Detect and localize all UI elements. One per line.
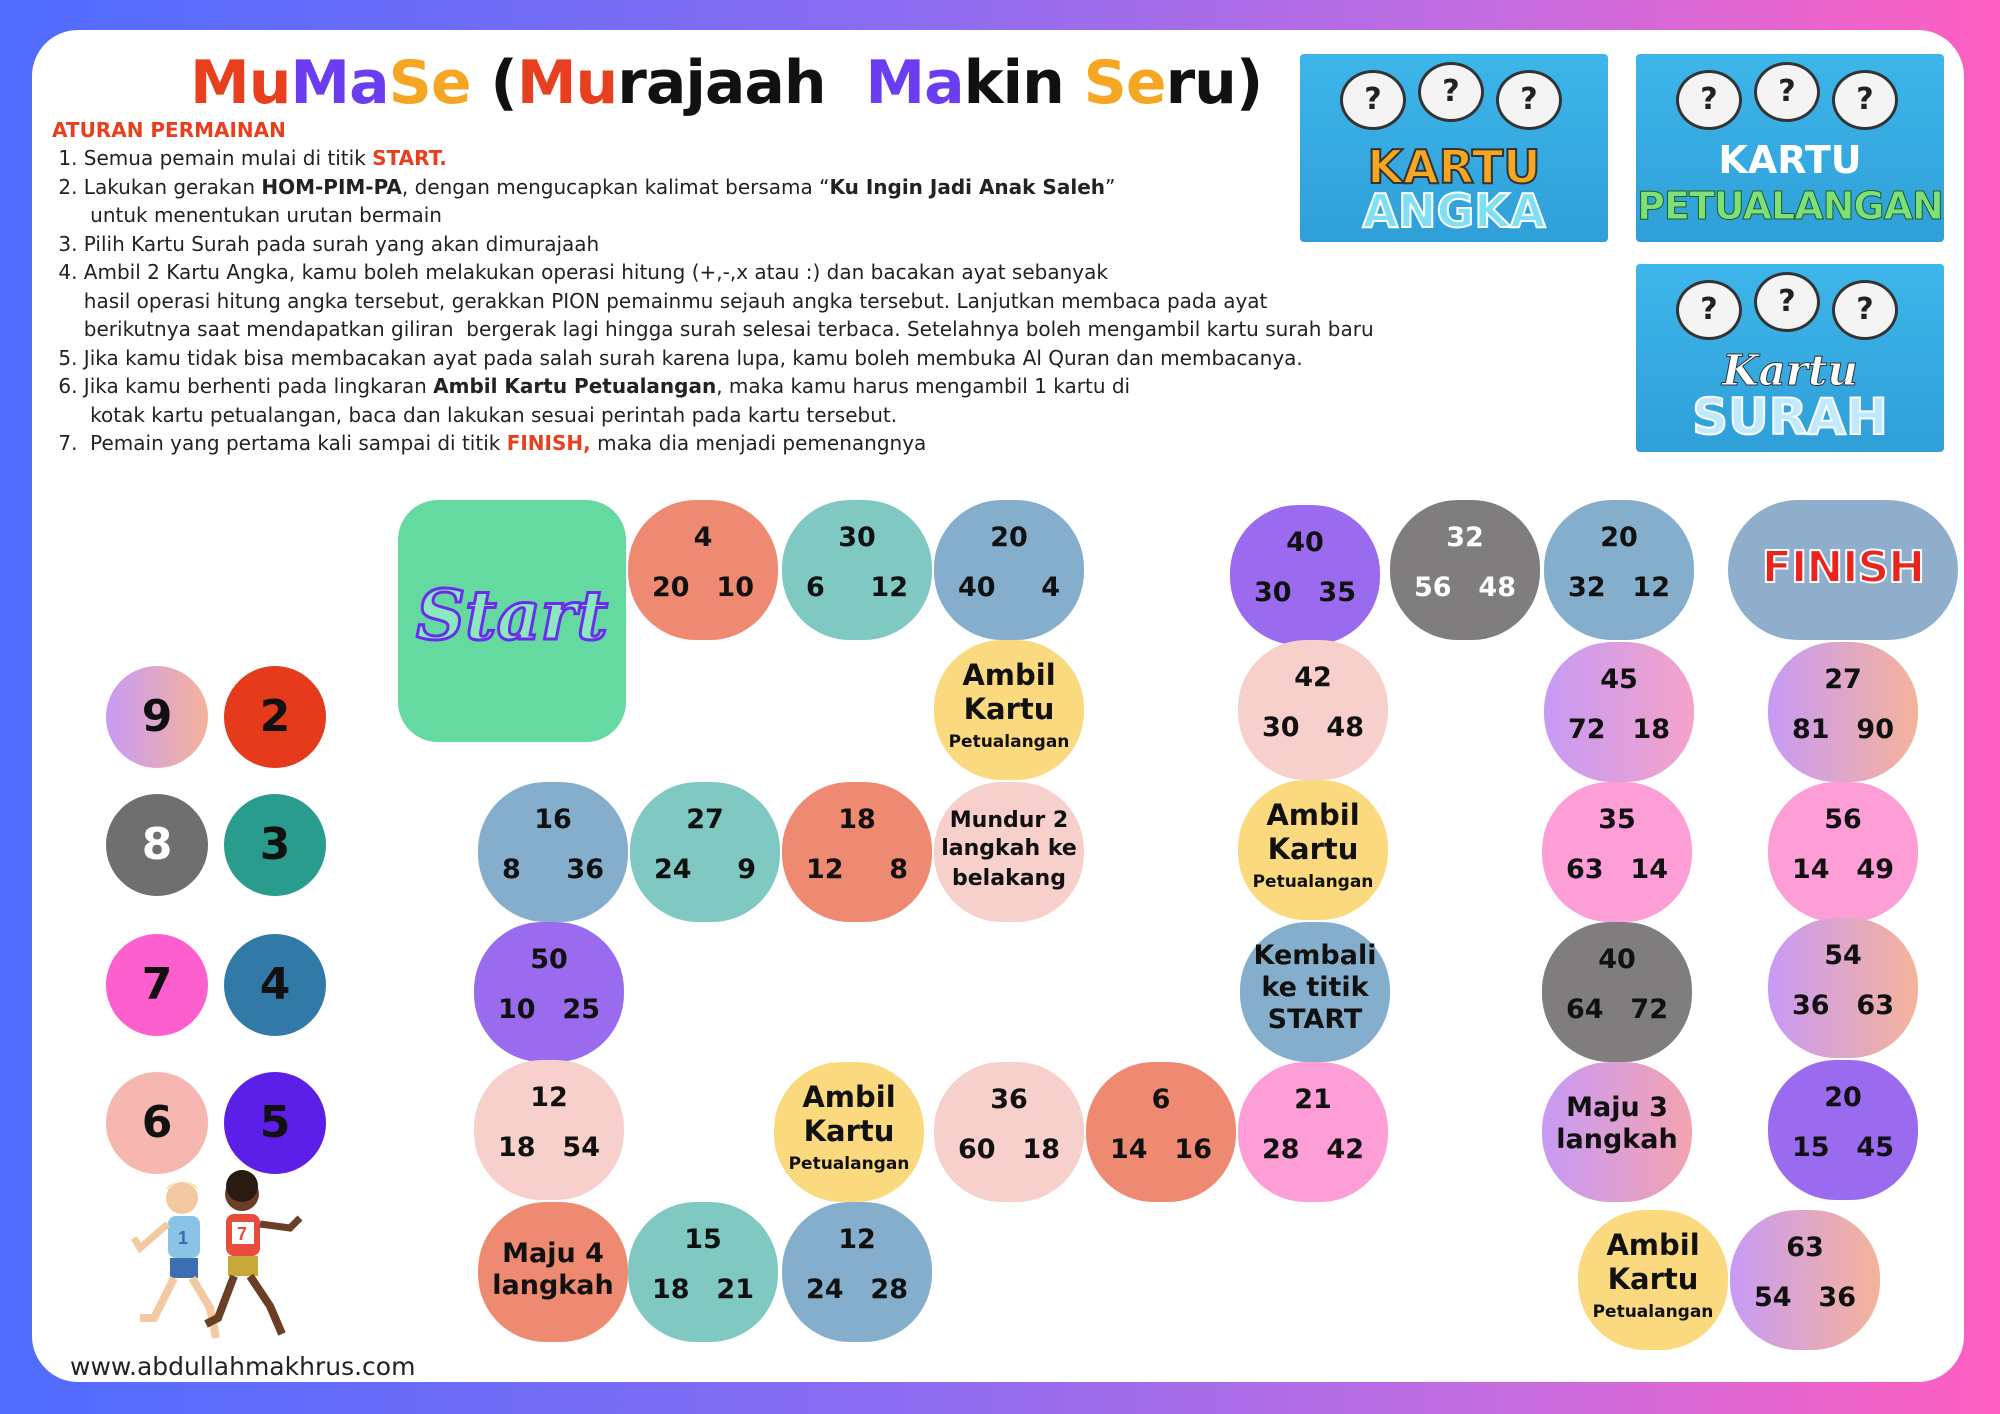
space-number-bl: 10 <box>498 994 536 1025</box>
question-bubble-icon: ? <box>1418 62 1484 122</box>
number-token[interactable]: 5 <box>224 1072 326 1174</box>
maju-3-space <box>1542 1062 1692 1202</box>
space-number-top: 35 <box>1598 804 1636 835</box>
space-number-bl: 15 <box>1792 1132 1830 1163</box>
title-part: Ma <box>865 48 964 118</box>
board-space <box>1542 922 1692 1062</box>
board-space <box>1768 642 1918 782</box>
space-number-br: 21 <box>716 1274 754 1305</box>
runners-illustration <box>120 1168 310 1348</box>
space-number-br: 36 <box>566 854 604 885</box>
space-number-br: 63 <box>1856 990 1894 1021</box>
space-number-br: 10 <box>716 572 754 603</box>
deck-title-line1: Kartu <box>1722 346 1858 395</box>
space-number-bl: 30 <box>1254 577 1292 608</box>
board-space <box>628 500 778 640</box>
space-text: ke titik <box>1261 972 1369 1003</box>
space-text: Kartu <box>963 692 1055 726</box>
board-space <box>782 1202 932 1342</box>
title-part: Mu <box>516 48 618 118</box>
number-token[interactable]: 7 <box>106 934 208 1036</box>
space-number-bl: 64 <box>1566 994 1604 1025</box>
ambil-kartu-space <box>1238 780 1388 920</box>
board-space <box>1768 918 1918 1058</box>
number-token[interactable]: 8 <box>106 794 208 896</box>
question-bubble-icon: ? <box>1340 70 1406 130</box>
deck-title-line2: SURAH <box>1692 388 1888 446</box>
space-number-top: 4 <box>693 522 713 553</box>
space-number-top: 12 <box>530 1082 568 1113</box>
space-number-bl: 20 <box>652 572 690 603</box>
space-number-br: 4 <box>1041 572 1060 603</box>
title-part: Ma <box>290 48 389 118</box>
space-number-top: 32 <box>1446 522 1484 553</box>
space-number-top: 15 <box>684 1224 722 1255</box>
space-number-br: 18 <box>1022 1134 1060 1165</box>
space-number-top: 20 <box>990 522 1028 553</box>
space-number-bl: 28 <box>1262 1134 1300 1165</box>
space-number-bl: 54 <box>1754 1282 1792 1313</box>
number-token[interactable]: 9 <box>106 666 208 768</box>
title-part: ( <box>470 48 517 118</box>
question-bubble-icon: ? <box>1496 70 1562 130</box>
space-number-br: 36 <box>1818 1282 1856 1313</box>
board-space <box>1768 1060 1918 1200</box>
board-space <box>1544 642 1694 782</box>
board-space <box>934 1062 1084 1202</box>
space-number-bl: 14 <box>1792 854 1830 885</box>
board-space <box>1230 505 1380 645</box>
space-number-top: 20 <box>1824 1082 1862 1113</box>
deck-title-line2: PETUALANGAN <box>1637 184 1943 228</box>
title-part: rajaah <box>617 48 866 118</box>
number-token[interactable]: 3 <box>224 794 326 896</box>
space-number-br: 8 <box>889 854 908 885</box>
space-number-top: 16 <box>534 804 572 835</box>
space-number-top: 63 <box>1786 1232 1824 1263</box>
space-number-bl: 6 <box>806 572 825 603</box>
rule-line: 4. Ambil 2 Kartu Angka, kamu boleh melakukan operasi hitung (+,-,x atau :) dan bacakan ayat sebanyak <box>52 260 1108 284</box>
space-text: Kartu <box>1267 832 1359 866</box>
space-number-top: 18 <box>838 804 876 835</box>
rule-line: untuk menentukan urutan bermain <box>52 203 442 227</box>
space-number-bl: 18 <box>498 1132 536 1163</box>
ambil-kartu-space <box>934 640 1084 780</box>
space-number-top: 30 <box>838 522 876 553</box>
runner-girl-red <box>206 1170 300 1334</box>
svg-text:1: 1 <box>178 1228 189 1248</box>
space-number-bl: 36 <box>1792 990 1830 1021</box>
space-text: Ambil <box>962 658 1056 692</box>
board-space <box>474 1060 624 1200</box>
space-number-top: 54 <box>1824 940 1862 971</box>
game-title <box>190 48 1263 138</box>
rules-list <box>52 144 1452 458</box>
rules-heading: ATURAN PERMAINAN <box>52 118 286 142</box>
rule-line: 6. Jika kamu berhenti pada lingkaran Ambil Kartu Petualangan, maka kamu harus mengambil 1 kartu di <box>52 374 1131 398</box>
ambil-kartu-space <box>774 1062 924 1202</box>
board-space <box>934 500 1084 640</box>
question-bubble-icon: ? <box>1832 70 1898 130</box>
title-part: Se <box>1083 48 1166 118</box>
space-number-bl: 8 <box>502 854 521 885</box>
space-number-bl: 40 <box>958 572 996 603</box>
space-number-br: 42 <box>1326 1134 1364 1165</box>
space-number-top: 12 <box>838 1224 876 1255</box>
number-token[interactable]: 4 <box>224 934 326 1036</box>
space-number-bl: 30 <box>1262 712 1300 743</box>
space-text: Maju 3 <box>1566 1092 1668 1123</box>
space-number-top: 27 <box>686 804 724 835</box>
space-number-top: 36 <box>990 1084 1028 1115</box>
board-space <box>1390 500 1540 640</box>
space-text: Ambil <box>802 1080 896 1114</box>
board-space <box>1730 1210 1880 1350</box>
board-space <box>1768 782 1918 922</box>
website-url[interactable]: www.abdullahmakhrus.com <box>70 1352 416 1381</box>
title-part: Se <box>388 48 471 118</box>
kartu-petualangan-deck[interactable] <box>1636 54 1944 242</box>
space-text: Petualangan <box>1592 1302 1714 1322</box>
board-space <box>1238 640 1388 780</box>
space-text: langkah <box>492 1270 614 1301</box>
rule-line: 5. Jika kamu tidak bisa membacakan ayat pada salah surah karena lupa, kamu boleh membuka Al Quran dan membacanya. <box>52 345 1303 370</box>
board-space <box>782 500 932 640</box>
space-text: Kartu <box>1607 1262 1699 1296</box>
question-bubble-icon: ? <box>1676 70 1742 130</box>
number-token[interactable]: 2 <box>224 666 326 768</box>
space-number-top: 45 <box>1600 664 1638 695</box>
finish-label: FINISH <box>1761 542 1925 593</box>
rule-line: kotak kartu petualangan, baca dan lakukan sesuai perintah pada kartu tersebut. <box>52 402 898 427</box>
space-number-top: 20 <box>1600 522 1638 553</box>
deck-title-line1: KARTU <box>1718 138 1862 182</box>
space-text: START <box>1267 1004 1363 1035</box>
space-number-top: 40 <box>1598 944 1636 975</box>
space-number-br: 12 <box>870 572 908 603</box>
deck-title-line1: KARTU <box>1367 140 1541 194</box>
board-space <box>1086 1062 1236 1202</box>
space-text: Kartu <box>803 1114 895 1148</box>
start-space <box>398 500 626 742</box>
space-number-bl: 14 <box>1110 1134 1148 1165</box>
space-number-bl: 24 <box>806 1274 844 1305</box>
space-number-br: 90 <box>1856 714 1894 745</box>
kartu-angka-deck[interactable] <box>1300 54 1608 242</box>
finish-space <box>1728 500 1958 640</box>
space-number-br: 16 <box>1174 1134 1212 1165</box>
rule-line: 7. Pemain yang pertama kali sampai di titik FINISH, maka dia menjadi pemenangnya <box>52 431 927 455</box>
deck-title-line2: ANGKA <box>1362 184 1546 238</box>
space-number-br: 25 <box>562 994 600 1025</box>
space-number-bl: 72 <box>1568 714 1606 745</box>
rule-line: berikutnya saat mendapatkan giliran bergerak lagi hingga surah selesai terbaca. Setelahnya boleh mengambil kartu surah baru <box>52 317 1374 341</box>
space-text: Ambil <box>1606 1228 1700 1262</box>
space-number-bl: 81 <box>1792 714 1830 745</box>
board-space <box>1542 782 1692 922</box>
question-bubble-icon: ? <box>1754 272 1820 332</box>
space-number-top: 50 <box>530 944 568 975</box>
space-text: langkah ke <box>941 836 1077 861</box>
question-bubble-icon: ? <box>1676 280 1742 340</box>
space-number-top: 6 <box>1151 1084 1171 1115</box>
space-number-bl: 63 <box>1566 854 1604 885</box>
space-text: Petualangan <box>948 732 1070 752</box>
board-space <box>474 922 624 1062</box>
space-number-bl: 60 <box>958 1134 996 1165</box>
title-part: ru) <box>1165 48 1263 118</box>
board-space <box>1544 500 1694 640</box>
kartu-surah-deck[interactable] <box>1636 264 1944 452</box>
ambil-kartu-space <box>1578 1210 1728 1350</box>
space-number-br: 14 <box>1630 854 1668 885</box>
svg-text:7: 7 <box>237 1224 248 1244</box>
question-bubble-icon: ? <box>1832 280 1898 340</box>
space-number-top: 21 <box>1294 1084 1332 1115</box>
rule-line: 1. Semua pemain mulai di titik START. <box>52 146 447 170</box>
board-space <box>1238 1062 1388 1202</box>
board-space <box>628 1202 778 1342</box>
space-text: Petualangan <box>788 1154 910 1174</box>
space-number-top: 56 <box>1824 804 1862 835</box>
space-number-br: 45 <box>1856 1132 1894 1163</box>
space-text: Ambil <box>1266 798 1360 832</box>
space-number-br: 72 <box>1630 994 1668 1025</box>
board-space <box>782 782 932 922</box>
space-text: Kembali <box>1253 940 1377 971</box>
title-part: kin <box>963 48 1084 118</box>
space-number-top: 27 <box>1824 664 1862 695</box>
space-text: Petualangan <box>1252 872 1374 892</box>
space-number-br: 18 <box>1632 714 1670 745</box>
space-number-br: 9 <box>737 854 756 885</box>
board-space <box>478 782 628 922</box>
space-number-br: 49 <box>1856 854 1894 885</box>
space-text: langkah <box>1556 1124 1678 1155</box>
space-number-top: 40 <box>1286 527 1324 558</box>
title-part: Mu <box>190 48 291 118</box>
runner-boy-blue <box>134 1181 216 1338</box>
space-number-br: 48 <box>1326 712 1364 743</box>
space-number-bl: 56 <box>1414 572 1452 603</box>
space-number-br: 48 <box>1478 572 1516 603</box>
space-number-br: 35 <box>1318 577 1356 608</box>
space-number-bl: 32 <box>1568 572 1606 603</box>
space-text: Maju 4 <box>502 1238 604 1269</box>
rule-line: hasil operasi hitung angka tersebut, gerakkan PION pemainmu sejauh angka tersebut. Lanjutkan membaca pada ayat <box>52 288 1268 313</box>
rule-line: 3. Pilih Kartu Surah pada surah yang akan dimurajaah <box>52 231 600 256</box>
space-number-br: 12 <box>1632 572 1670 603</box>
space-number-br: 28 <box>870 1274 908 1305</box>
number-token[interactable]: 6 <box>106 1072 208 1174</box>
question-bubble-icon: ? <box>1754 62 1820 122</box>
rule-line: 2. Lakukan gerakan HOM-PIM-PA, dengan mengucapkan kalimat bersama “Ku Ingin Jadi Anak Saleh” <box>52 174 1116 199</box>
space-text: Mundur 2 <box>949 808 1069 833</box>
board-space <box>630 782 780 922</box>
mundur-space <box>934 782 1084 922</box>
maju-4-space <box>478 1202 628 1342</box>
start-label: Start <box>416 576 608 656</box>
space-number-bl: 24 <box>654 854 692 885</box>
space-number-bl: 18 <box>652 1274 690 1305</box>
kembali-start-space <box>1240 922 1390 1062</box>
space-number-br: 54 <box>562 1132 600 1163</box>
space-number-bl: 12 <box>806 854 844 885</box>
space-text: belakang <box>952 866 1066 891</box>
space-number-top: 42 <box>1294 662 1332 693</box>
